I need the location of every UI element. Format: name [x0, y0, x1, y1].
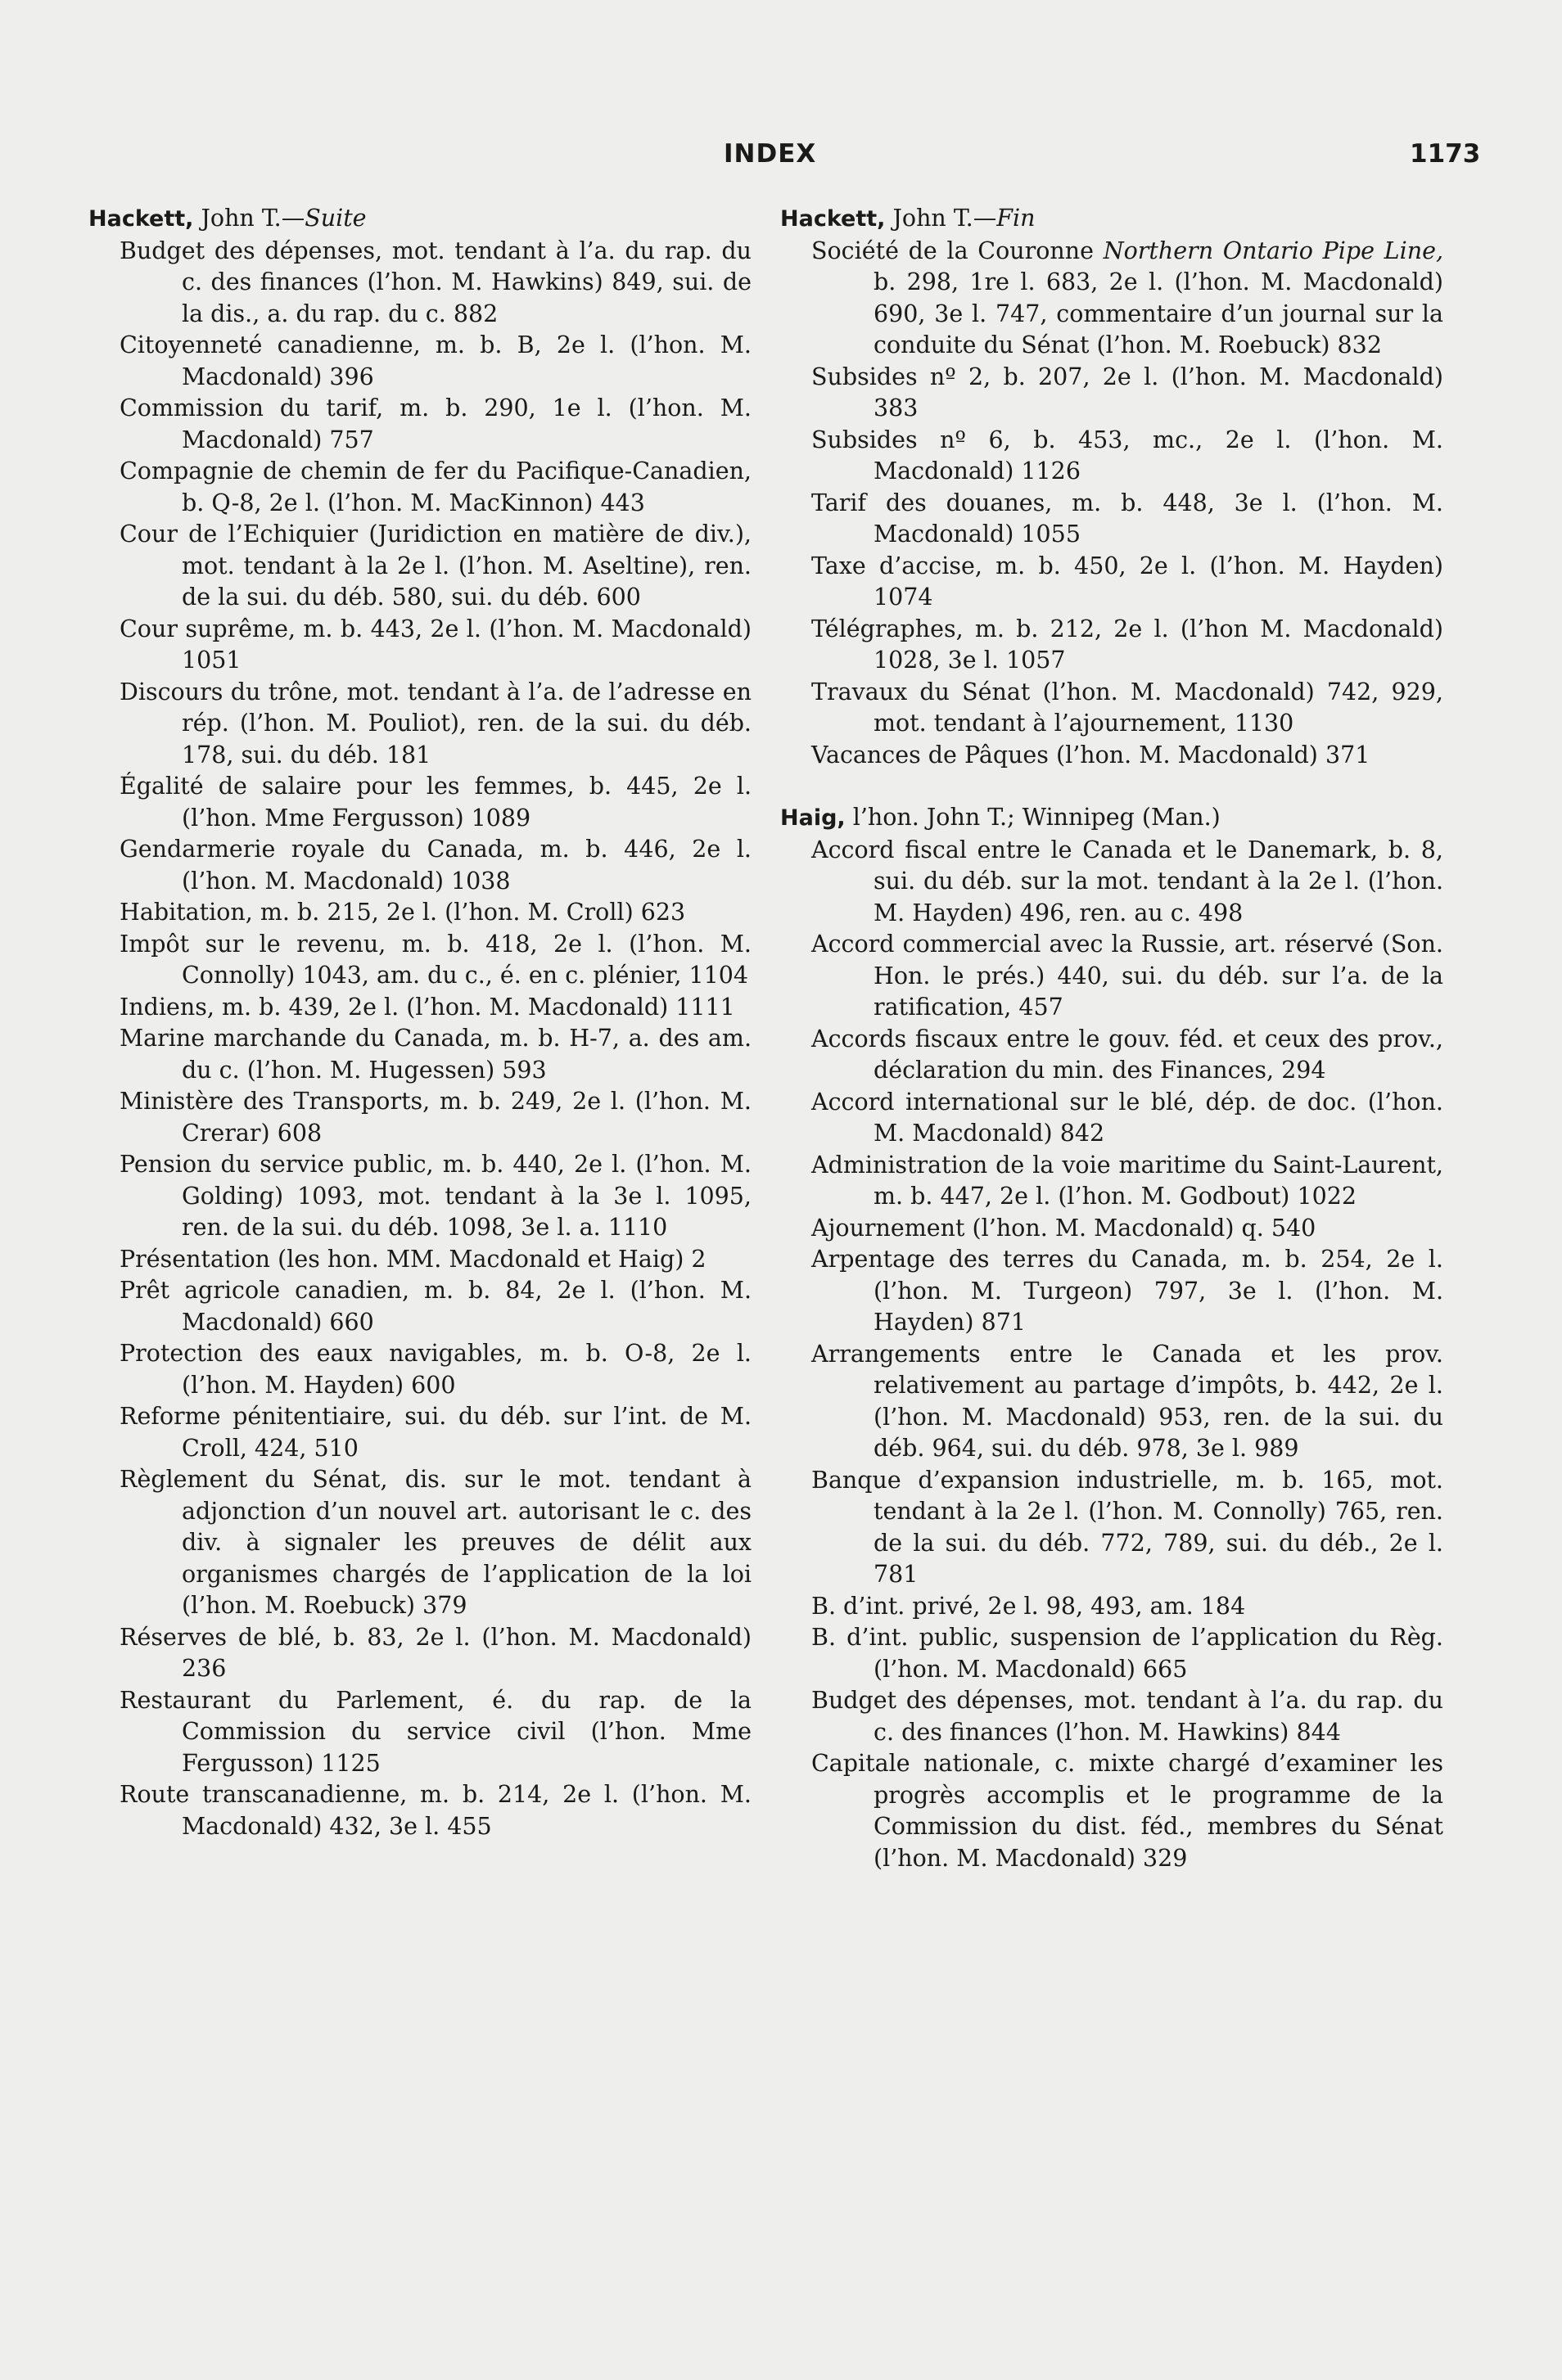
- index-entry: Arrangements entre le Canada et les prov. relativement au partage d’impôts, b. 442, 2e l. (l’hon. M. Macdonald) 953, ren. de la sui. du déb. 964, sui. du déb. 978, 3e l. 989: [811, 1340, 1443, 1462]
- index-entry: Marine marchande du Canada, m. b. H-7, a. des am. du c. (l’hon. M. Hugessen) 593: [120, 1025, 752, 1084]
- index-entry: Subsides nº 6, b. 453, mc., 2e l. (l’hon. M. Macdonald) 1126: [811, 426, 1443, 485]
- index-entry: Travaux du Sénat (l’hon. M. Macdonald) 742, 929, mot. tendant à l’ajournement, 1130: [811, 678, 1443, 737]
- index-entry: Accord fiscal entre le Canada et le Danemark, b. 8, sui. du déb. sur la mot. tendant à la 2e l. (l’hon. M. Hayden) 496, ren. au c. 498: [811, 836, 1443, 926]
- index-entry: Ministère des Transports, m. b. 249, 2e l. (l’hon. M. Crerar) 608: [120, 1088, 752, 1147]
- heading-name: Haig,: [780, 805, 846, 831]
- index-entry: Règlement du Sénat, dis. sur le mot. tendant à adjonction d’un nouvel art. autorisant le c. des div. à signaler les preuves de délit aux organismes chargés de l’application de la loi (l’hon. M. Roebuck) 379: [120, 1466, 752, 1619]
- index-entry: Accord international sur le blé, dép. de doc. (l’hon. M. Macdonald) 842: [811, 1088, 1443, 1147]
- page-title: INDEX: [724, 139, 817, 169]
- index-entry: Réserves de blé, b. 83, 2e l. (l’hon. M. Macdonald) 236: [120, 1623, 752, 1682]
- entry-post: b. 298, 1re l. 683, 2e l. (l’hon. M. Macdonald) 690, 3e l. 747, commentaire d’un journal sur la conduite du Sénat (l’hon. M. Roebuck) 832: [874, 268, 1443, 358]
- index-entry: Gendarmerie royale du Canada, m. b. 446, 2e l. (l’hon. M. Macdonald) 1038: [120, 836, 752, 895]
- index-entry: Cour de l’Echiquier (Juridiction en matière de div.), mot. tendant à la 2e l. (l’hon. M. Aseltine), ren. de la sui. du déb. 580, sui. du déb. 600: [120, 521, 752, 611]
- index-entry: Administration de la voie maritime du Saint-Laurent, m. b. 447, 2e l. (l’hon. M. Godbout) 1022: [811, 1151, 1443, 1210]
- index-entry: Citoyenneté canadienne, m. b. B, 2e l. (l’hon. M. Macdonald) 396: [120, 331, 752, 390]
- index-entry: Télégraphes, m. b. 212, 2e l. (l’hon M. Macdonald) 1028, 3e l. 1057: [811, 615, 1443, 674]
- index-entry: Tarif des douanes, m. b. 448, 3e l. (l’hon. M. Macdonald) 1055: [811, 489, 1443, 548]
- index-entry: Discours du trône, mot. tendant à l’a. de l’adresse en rép. (l’hon. M. Pouliot), ren. de la sui. du déb. 178, sui. du déb. 181: [120, 678, 752, 769]
- index-entry: Vacances de Pâques (l’hon. M. Macdonald) 371: [811, 741, 1370, 769]
- index-entry: Accord commercial avec la Russie, art. réservé (Son. Hon. le prés.) 440, sui. du déb. sur l’a. de la ratification, 457: [811, 931, 1443, 1021]
- heading-rest: John T.—: [193, 205, 305, 232]
- index-entry: Route transcanadienne, m. b. 214, 2e l. (l’hon. M. Macdonald) 432, 3e l. 455: [120, 1781, 752, 1840]
- entry-heading-hackett: [88, 203, 752, 236]
- index-entry-northern-ontario: [780, 236, 1443, 362]
- index-entry: B. d’int. privé, 2e l. 98, 493, am. 184: [811, 1592, 1246, 1620]
- entry-italic: Northern Ontario Pipe Line,: [1103, 237, 1444, 264]
- index-entry: Cour suprême, m. b. 443, 2e l. (l’hon. M. Macdonald) 1051: [120, 615, 752, 674]
- section-spacer: [780, 771, 1443, 802]
- heading-name: Hackett,: [88, 206, 194, 232]
- index-entry: Indiens, m. b. 439, 2e l. (l’hon. M. Macdonald) 1111: [120, 993, 735, 1021]
- heading-suffix: Suite: [305, 205, 367, 232]
- index-entry: Capitale nationale, c. mixte chargé d’examiner les progrès accomplis et le programme de la Commission du dist. féd., membres du Sénat (l’hon. M. Macdonald) 329: [811, 1750, 1443, 1872]
- entry-heading-hackett-fin: [780, 203, 1443, 236]
- index-entry: Commission du tarif, m. b. 290, 1e l. (l’hon. M. Macdonald) 757: [120, 394, 752, 453]
- entry-pre: Société de la Couronne: [811, 237, 1104, 264]
- page-header: [0, 139, 1562, 172]
- index-entry: Ajournement (l’hon. M. Macdonald) q. 540: [811, 1214, 1316, 1242]
- index-entry: Compagnie de chemin de fer du Pacifique-Canadien, b. Q-8, 2e l. (l’hon. M. MacKinnon) 443: [120, 458, 752, 516]
- heading-rest: John T.—: [885, 205, 997, 232]
- index-entry: Présentation (les hon. MM. Macdonald et Haig) 2: [120, 1245, 707, 1273]
- index-entry: Restaurant du Parlement, é. du rap. de la Commission du service civil (l’hon. Mme Fergusson) 1125: [120, 1686, 752, 1777]
- index-entry: Impôt sur le revenu, m. b. 418, 2e l. (l’hon. M. Connolly) 1043, am. du c., é. en c. plénier, 1104: [120, 930, 752, 989]
- entry-heading-haig: [780, 802, 1443, 835]
- heading-name: Hackett,: [780, 206, 886, 232]
- index-entry: Prêt agricole canadien, m. b. 84, 2e l. (l’hon. M. Macdonald) 660: [120, 1277, 752, 1336]
- heading-suffix: Fin: [996, 205, 1036, 232]
- index-entry: Protection des eaux navigables, m. b. O-8, 2e l. (l’hon. M. Hayden) 600: [120, 1340, 752, 1399]
- index-entry: Arpentage des terres du Canada, m. b. 254, 2e l. (l’hon. M. Turgeon) 797, 3e l. (l’hon. M. Hayden) 871: [811, 1246, 1443, 1336]
- left-column: [88, 203, 752, 1842]
- index-entry: Reforme pénitentiaire, sui. du déb. sur l’int. de M. Croll, 424, 510: [120, 1403, 752, 1462]
- index-entry: Budget des dépenses, mot. tendant à l’a. du rap. du c. des finances (l’hon. M. Hawkins) 844: [811, 1687, 1443, 1746]
- index-entry: Subsides nº 2, b. 207, 2e l. (l’hon. M. Macdonald) 383: [811, 363, 1443, 421]
- index-entry: Habitation, m. b. 215, 2e l. (l’hon. M. Croll) 623: [120, 899, 686, 926]
- index-entry: Budget des dépenses, mot. tendant à l’a. du rap. du c. des finances (l’hon. M. Hawkins) 849, sui. de la dis., a. du rap. du c. 882: [120, 237, 752, 327]
- heading-rest: l’hon. John T.; Winnipeg (Man.): [845, 804, 1221, 831]
- index-entry: Banque d’expansion industrielle, m. b. 165, mot. tendant à la 2e l. (l’hon. M. Connolly) 765, ren. de la sui. du déb. 772, 789, sui. du déb., 2e l. 781: [811, 1466, 1443, 1588]
- page-number: 1173: [1410, 139, 1481, 169]
- index-entry: B. d’int. public, suspension de l’application du Règ. (l’hon. M. Macdonald) 665: [811, 1624, 1443, 1683]
- index-entry: Égalité de salaire pour les femmes, b. 445, 2e l. (l’hon. Mme Fergusson) 1089: [120, 773, 752, 832]
- index-entry: Pension du service public, m. b. 440, 2e l. (l’hon. M. Golding) 1093, mot. tendant à la 3e l. 1095, ren. de la sui. du déb. 1098, 3e l. a. 1110: [120, 1151, 752, 1241]
- index-entry: Accords fiscaux entre le gouv. féd. et ceux des prov., déclaration du min. des Finances, 294: [811, 1025, 1443, 1084]
- right-column: [780, 203, 1443, 1874]
- index-entry: Taxe d’accise, m. b. 450, 2e l. (l’hon. M. Hayden) 1074: [811, 552, 1443, 611]
